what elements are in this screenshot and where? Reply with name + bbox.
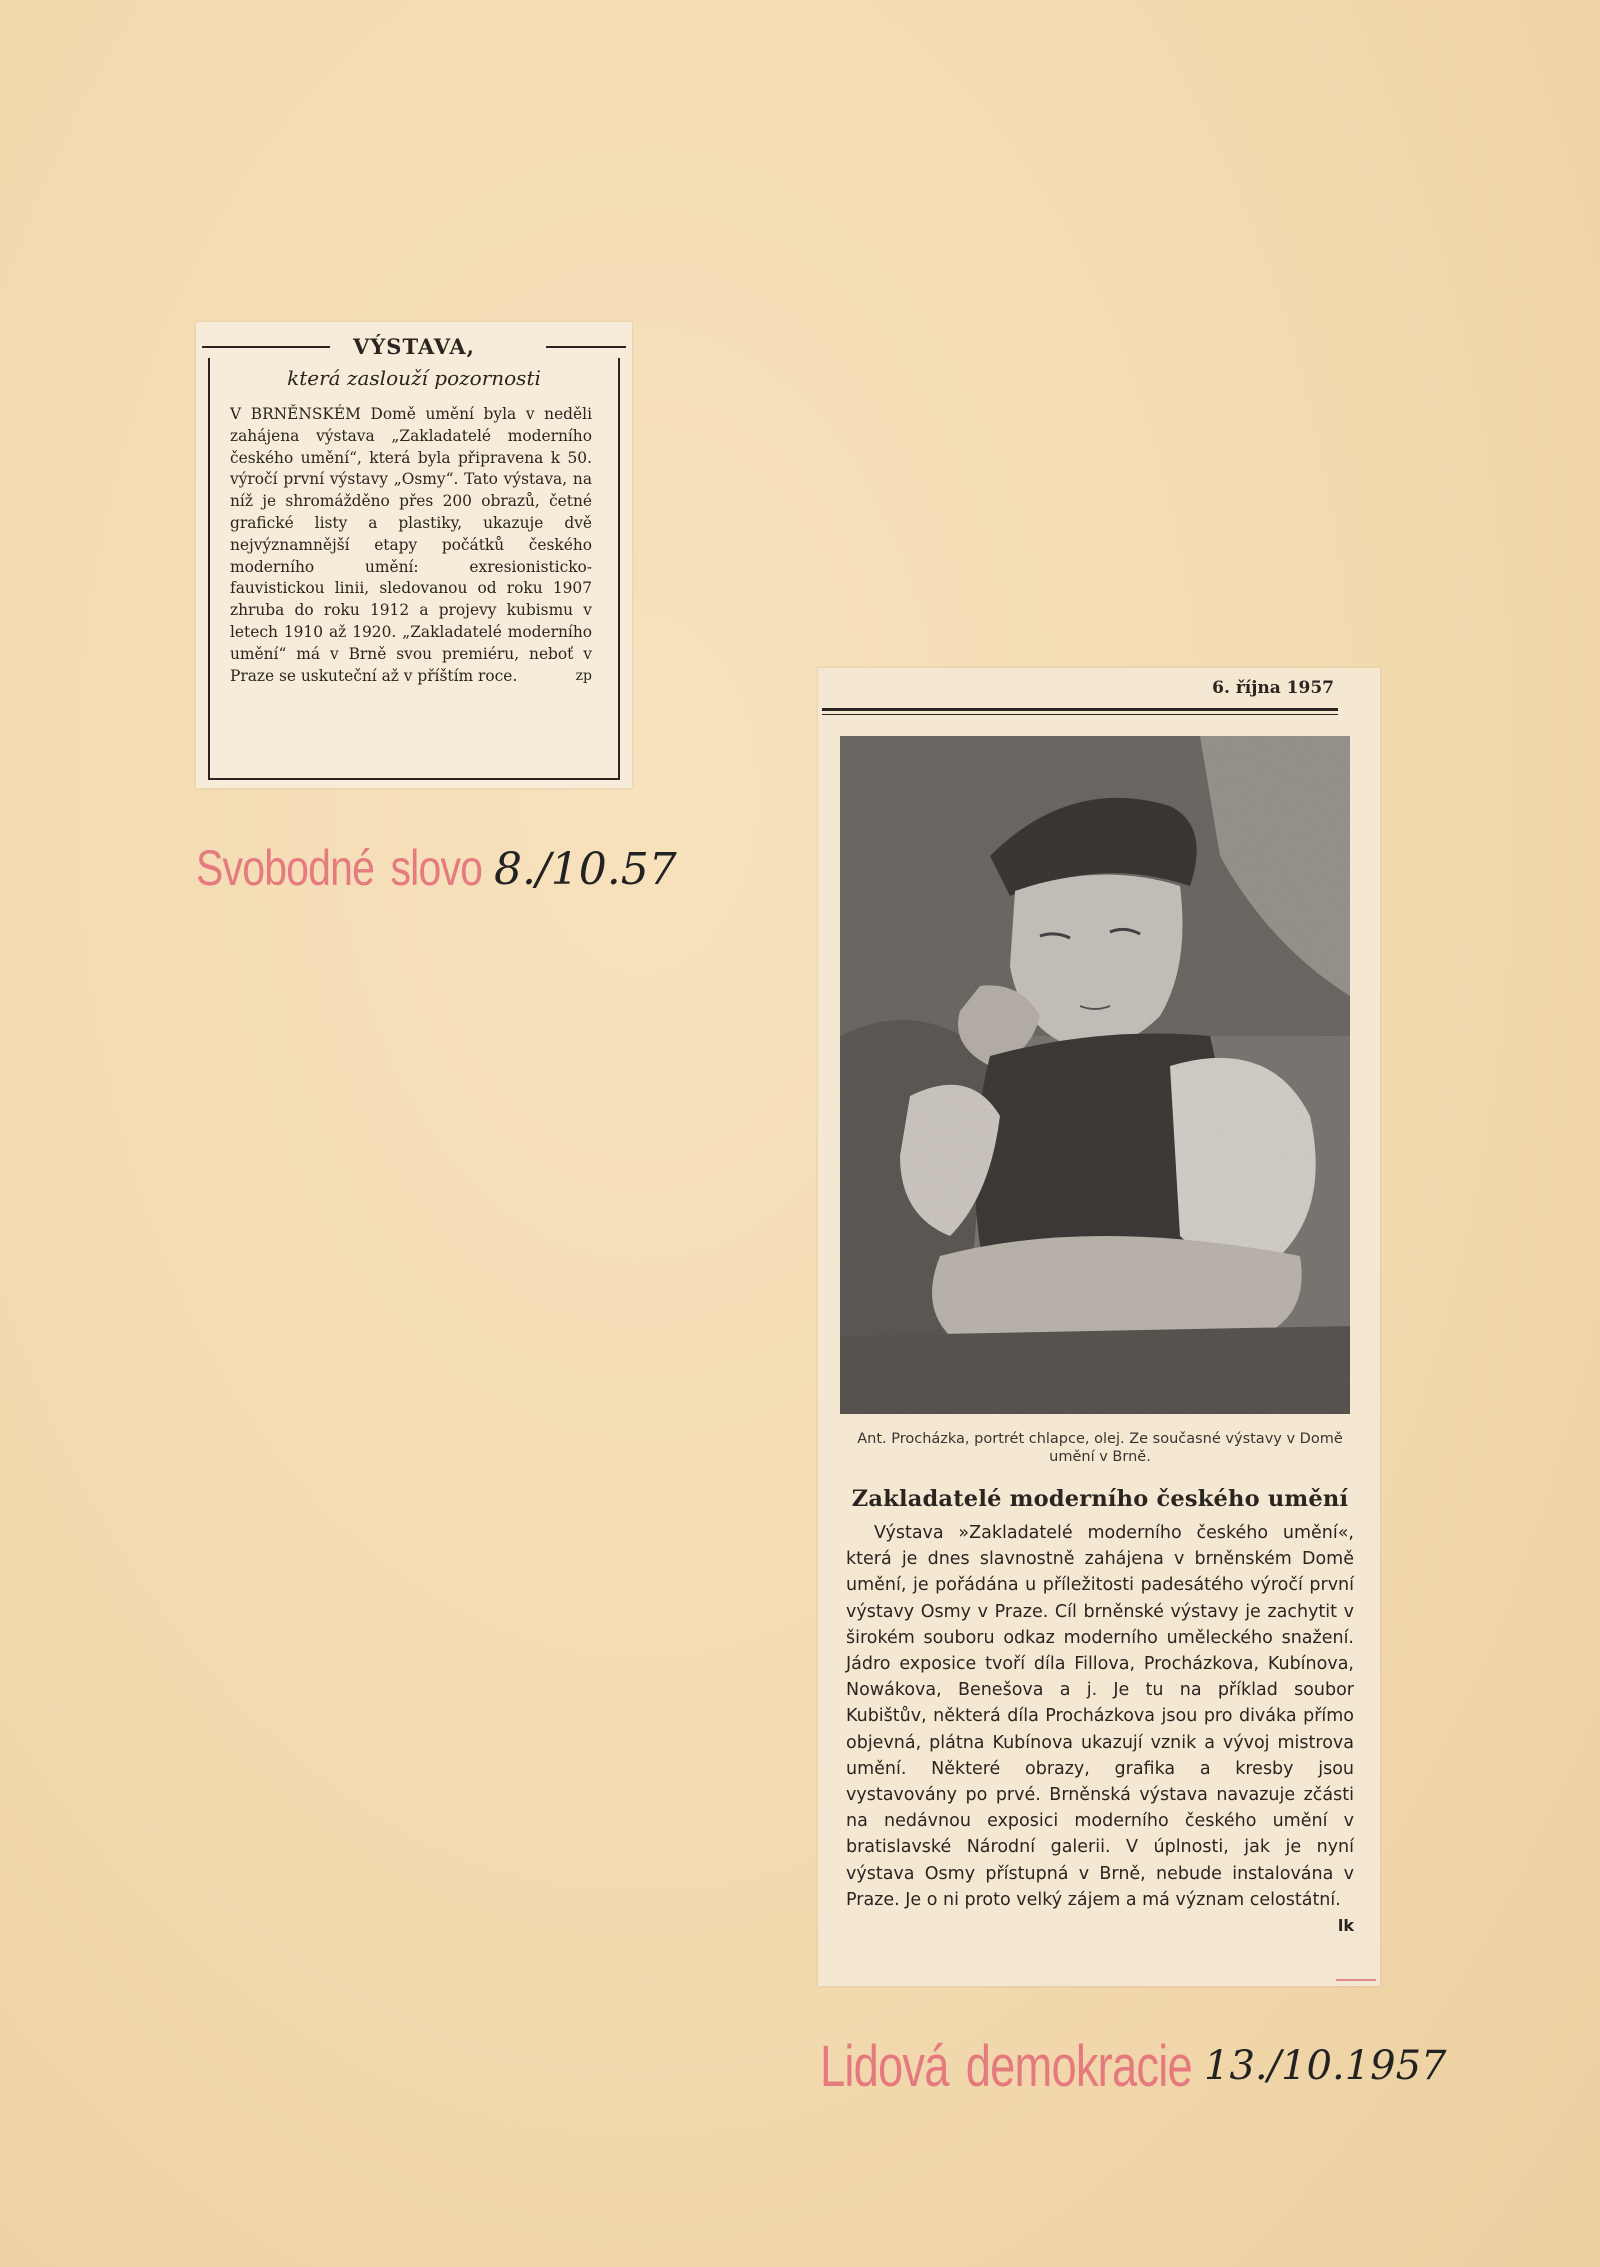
stamp-lidova-demokracie [820, 2032, 1192, 2102]
article-title: Zakladatelé moderního českého umění [851, 1486, 1349, 1512]
clipping-title: VÝSTAVA, [353, 334, 475, 359]
article-signature: lk [1337, 1916, 1354, 1936]
photo-caption: Ant. Procházka, portrét chlapce, olej. Ze současné výstavy v Domě umění v Brně. [857, 1431, 1343, 1465]
stamp-svobodne-slovo [196, 838, 482, 898]
header-rule-right [546, 346, 626, 348]
handwritten-date-1: 8./10.57 [494, 844, 677, 895]
article-body-text: Výstava »Zakladatelé moderního českého umění«, která je dnes slavnostně zahájena v brněnském Domě umění, je pořádána u příležitosti padesátého výročí první výstavy Osmy v Praze. Cíl brněnské výstavy je zachytit v širokém souboru odkaz moderního uměleckého snažení. Jádro exposice tvoří díla Fillova, Procházkova, Kubínova, Nowákova, Benešova a j. Je tu na příklad soubor Kubištův, některá díla Procházkova jsou pro diváka přímo objevná, plátna Kubínova ukazují vznik a vývoj mistrova umění. Některé obrazy, grafika a kresby jsou vystavovány po prvé. Brněnská výstava navazuje zčásti na nedávnou exposici moderního českého umění v bratislavské Národní galerii. V úplnosti, jak je nyní výstava Osmy přístupná v Brně, nebude instalována v Praze. Je o ni proto velký zájem a má význam celostátní. [846, 1523, 1354, 1910]
stamp-word-1: Lidová [820, 2034, 949, 2099]
masthead-rule [822, 708, 1338, 711]
handwritten-date-2: 13./10.1957 [1204, 2043, 1447, 2089]
clipping-body-text: V BRNĚNSKÉM Domě umění byla v neděli zahájena výstava „Zakladatelé moderního českého umění“, která byla připravena k 50. výročí první výstavy „Osmy“. Tato výstava, na níž je shromážděno přes 200 obrazů, četné grafické listy a plastiky, ukazuje dvě nejvýznamnější etapy počátků českého moderního umění: exresionisticko-fauvistickou linii, sledovanou od roku 1907 zhruba do roku 1912 a projevy kubismu v letech 1910 až 1920. „Zakladatelé moderního umění“ má v Brně svou premiéru, neboť v Praze se uskuteční až v příštím roce. [230, 405, 592, 685]
clipping-frame [208, 358, 620, 780]
clipping-header [202, 334, 626, 358]
clipping-subtitle: která zaslouží pozornosti [287, 366, 541, 390]
clipping-body [230, 404, 592, 687]
red-pencil-mark [1336, 1979, 1376, 1981]
stamp-word-1: Svobodné [196, 840, 375, 896]
masthead-rule-thin [822, 714, 1338, 715]
stamp-word-2: demokracie [965, 2034, 1192, 2099]
clipping-signature: zp [575, 667, 592, 684]
portrait-boy-illustration [840, 736, 1350, 1414]
stamp-word-2: slovo [390, 840, 483, 896]
newspaper-clipping-svobodne-slovo [196, 322, 632, 788]
article-body [846, 1520, 1354, 1939]
issue-date: 6. října 1957 [1212, 678, 1334, 698]
portrait-photo [840, 736, 1350, 1414]
newspaper-clipping-lidova-demokracie [818, 668, 1380, 1986]
